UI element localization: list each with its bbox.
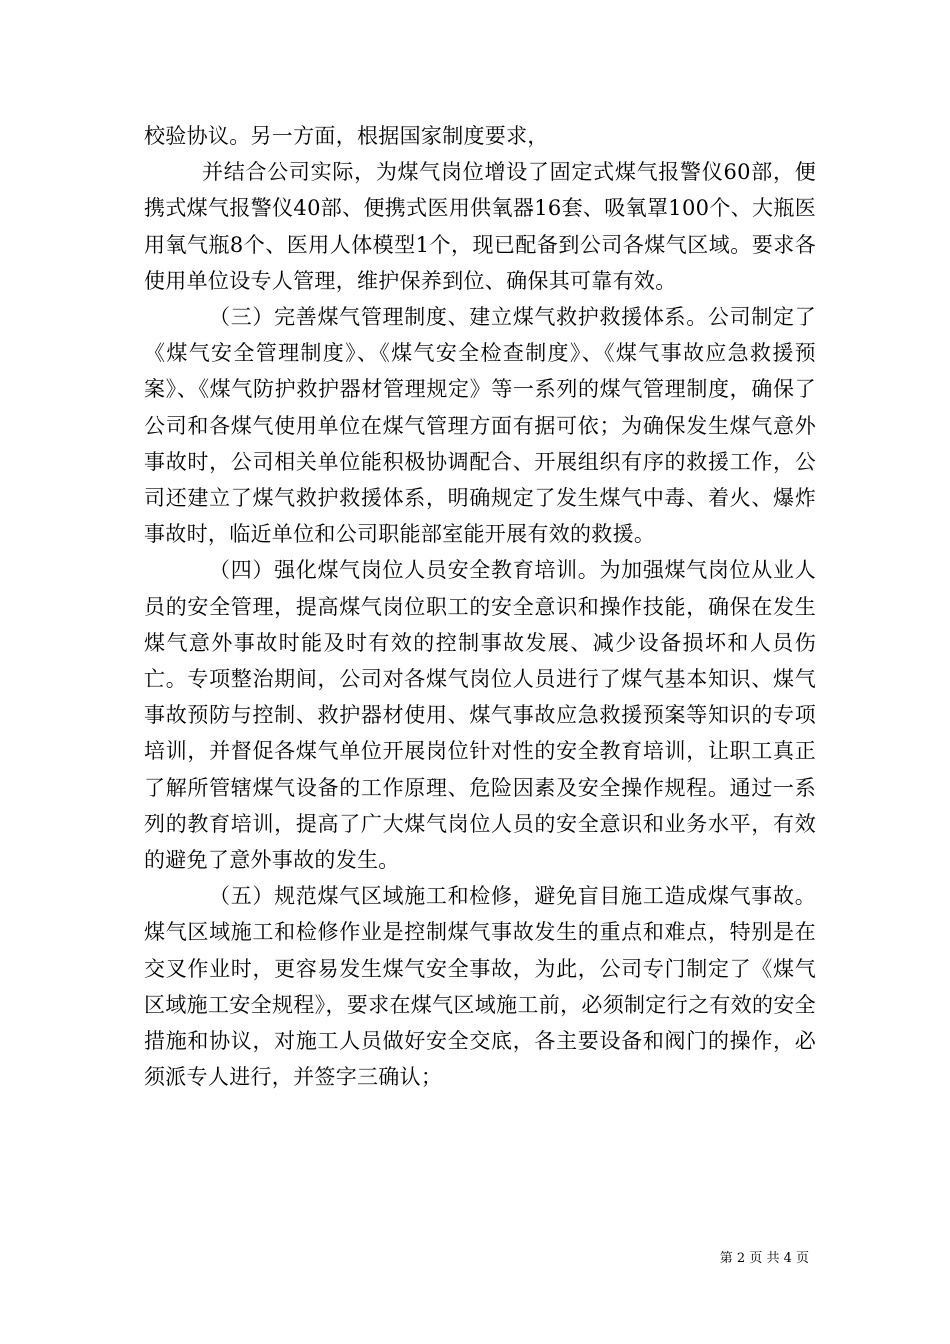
paragraph-continuation: 校验协议。另一方面，根据国家制度要求， xyxy=(144,124,549,148)
paragraph-equipment: 并结合公司实际，为煤气岗位增设了固定式煤气报警仪60部，便携式煤气报警仪40部、便携式医用供氧器16套、吸氧罩100个、大瓶医用氧气瓶8个、医用人体模型1个，现已配备到公司各煤气区域。要求各使用单位设专人管理，维护保养到位、确保其可靠有效。 xyxy=(144,160,816,293)
document-body xyxy=(144,118,816,1095)
paragraph-section-4: （四）强化煤气岗位人员安全教育培训。为加强煤气岗位从业人员的安全管理，提高煤气岗位职工的安全意识和操作技能，确保在发生煤气意外事故时能及时有效的控制事故发展、减少设备损坏和人员伤亡。专项整治期间，公司对各煤气岗位人员进行了煤气基本知识、煤气事故预防与控制、救护器材使用、煤气事故应急救援预案等知识的专项培训，并督促各煤气单位开展岗位针对性的安全教育培训，让职工真正了解所管辖煤气设备的工作原理、危险因素及安全操作规程。通过一系列的教育培训，提高了广大煤气岗位人员的安全意识和业务水平，有效的避免了意外事故的发生。 xyxy=(144,558,816,873)
page-number-footer: 第 2 页 共 4 页 xyxy=(719,1251,809,1266)
paragraph-section-5: （五）规范煤气区域施工和检修，避免盲目施工造成煤气事故。煤气区域施工和检修作业是控制煤气事故发生的重点和难点，特别是在交叉作业时，更容易发生煤气安全事故，为此，公司专门制定了《煤气区域施工安全规程》，要求在煤气区域施工前，必须制定行之有效的安全措施和协议，对施工人员做好安全交底，各主要设备和阀门的操作，必须派专人进行，并签字三确认； xyxy=(144,884,816,1090)
paragraph-section-3: （三）完善煤气管理制度、建立煤气救护救援体系。公司制定了《煤气安全管理制度》、《煤气安全检查制度》、《煤气事故应急救援预案》、《煤气防护救护器材管理规定》等一系列的煤气管理制度，确保了公司和各煤气使用单位在煤气管理方面有据可依；为确保发生煤气意外事故时，公司相关单位能积极协调配合、开展组织有序的救援工作，公司还建立了煤气救护救援体系，明确规定了发生煤气中毒、着火、爆炸事故时，临近单位和公司职能部室能开展有效的救援。 xyxy=(144,305,816,547)
